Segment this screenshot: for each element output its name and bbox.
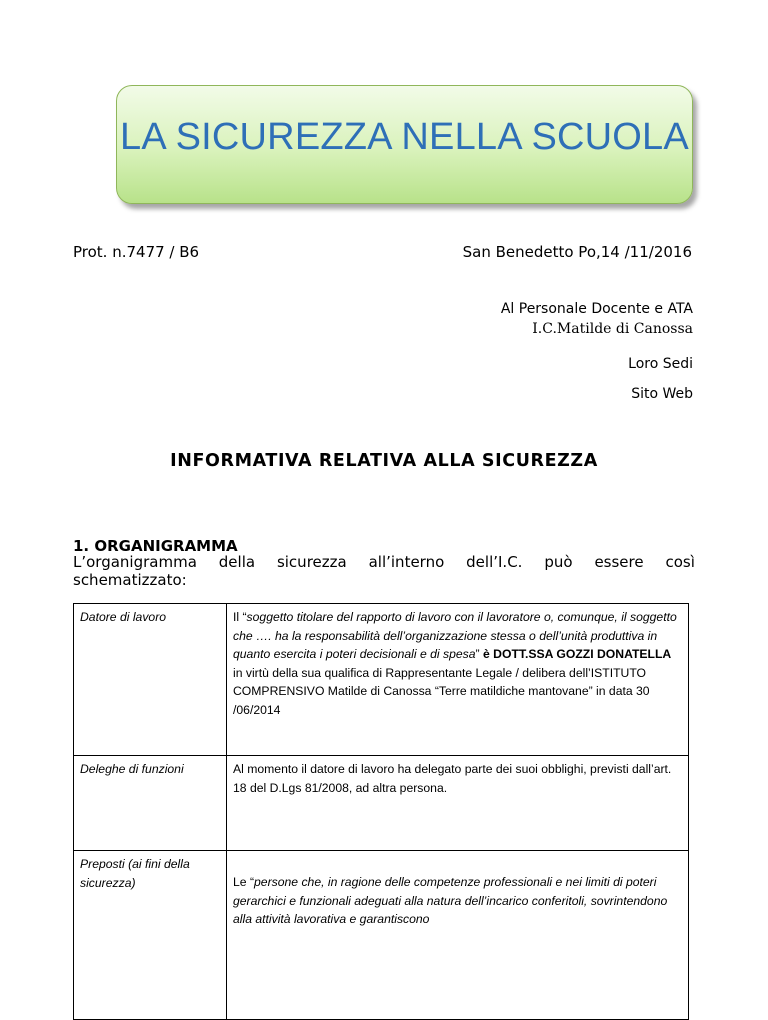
role-label: Deleghe di funzioni — [74, 756, 227, 851]
intro-word: all’interno — [368, 553, 445, 571]
intro-word: sicurezza — [276, 553, 347, 571]
role-description: Al momento il datore di lavoro ha delegato parte dei suoi obblighi, previsti dall’art. 18 del D.Lgs 81/2008, ad altra persona. — [227, 756, 689, 851]
intro-line: schematizzato: — [73, 571, 187, 589]
intro-word: dell’I.C. — [466, 553, 523, 571]
place-date: San Benedetto Po,14 /11/2016 — [462, 243, 692, 261]
intro-word: essere — [594, 553, 644, 571]
section-intro — [73, 553, 695, 589]
role-label: Datore di lavoro — [74, 604, 227, 756]
recipient-line: Sito Web — [631, 386, 693, 402]
intro-word: della — [218, 553, 256, 571]
role-label: Preposti (ai fini della sicurezza) — [74, 851, 227, 1020]
intro-word: così — [665, 553, 695, 571]
title-banner — [116, 85, 693, 204]
banner-title: LA SICUREZZA NELLA SCUOLA — [120, 116, 689, 158]
intro-line — [73, 553, 695, 571]
recipient-line: I.C.Matilde di Canossa — [532, 321, 693, 337]
role-description: Le “persone che, in ragione delle competenze professionali e nei limiti di poteri gerarchici e funzionali adeguati alla natura dell’incarico conferitoli, sovrintendono alla attività lavorativa e garantiscono — [227, 851, 689, 1020]
intro-word: L’organigramma — [73, 553, 197, 571]
table-row — [74, 604, 689, 756]
table-row — [74, 756, 689, 851]
recipient-line: Loro Sedi — [628, 356, 693, 372]
recipient-line: Al Personale Docente e ATA — [500, 301, 693, 317]
intro-word: può — [544, 553, 573, 571]
protocol-number: Prot. n.7477 / B6 — [73, 243, 200, 261]
document-title: INFORMATIVA RELATIVA ALLA SICUREZZA — [170, 451, 598, 471]
section-heading: 1. ORGANIGRAMMA — [73, 537, 238, 555]
table-row — [74, 851, 689, 1020]
organigram-table — [73, 603, 689, 1020]
role-description: Il “soggetto titolare del rapporto di lavoro con il lavoratore o, comunque, il soggetto che …. ha la responsabilità dell’organizzazione stessa o dell’unità produttiva in quanto esercita i poteri decisionali e di spesa” è DOTT.SSA GOZZI DONATELLA in virtù della sua qualifica di Rappresentante Legale / delibera dell’ISTITUTO COMPRENSIVO Matilde di Canossa “Terre matildiche mantovane” in data 30 /06/2014 — [227, 604, 689, 756]
